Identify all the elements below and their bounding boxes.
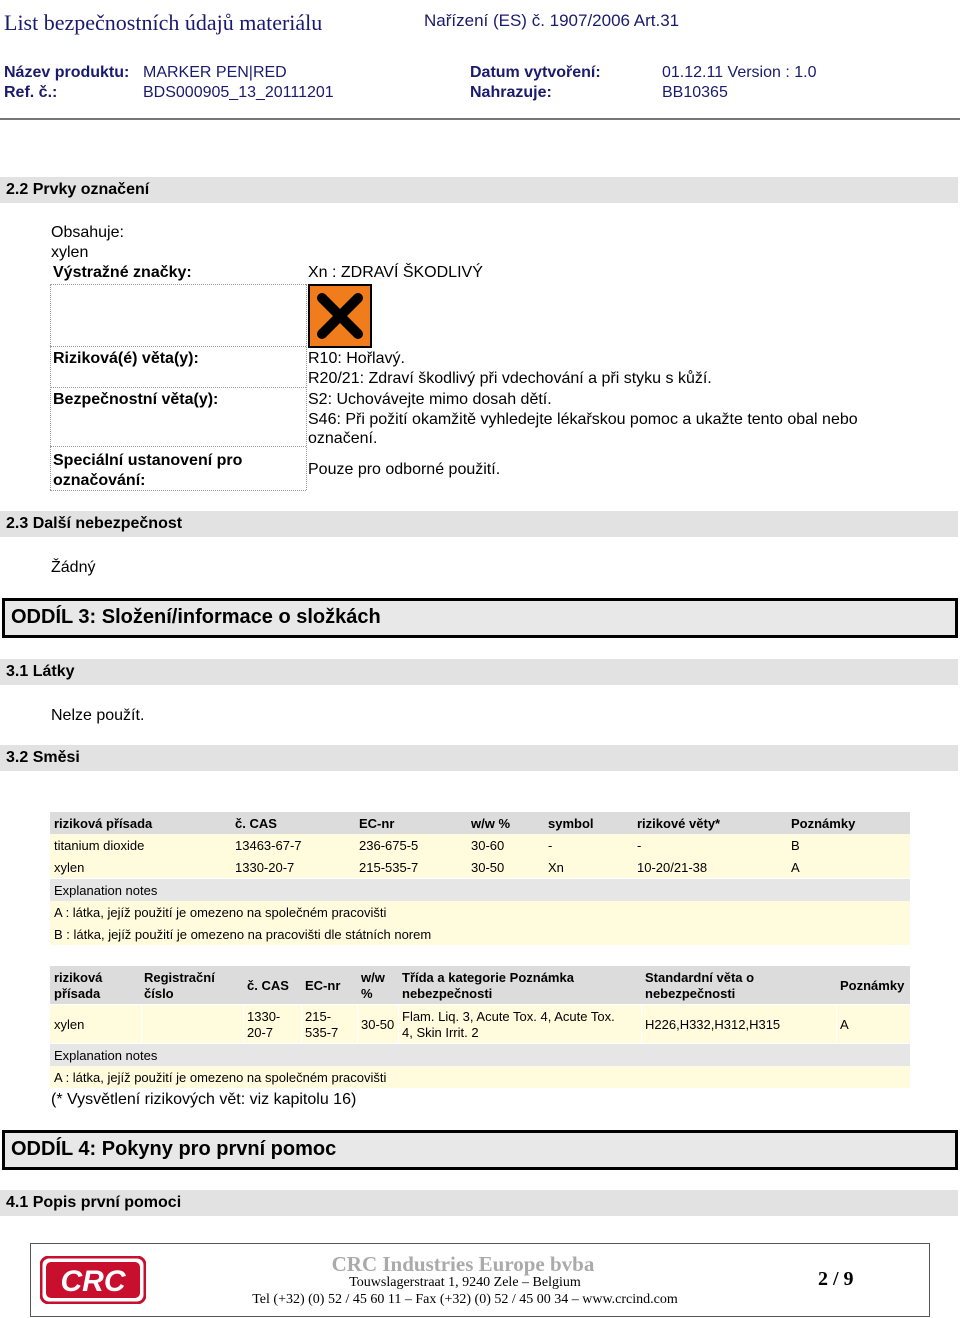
replaces-value: BB10365 <box>662 84 728 101</box>
table1-header-symbol: symbol <box>548 816 594 831</box>
table2-header-reg-cont: číslo <box>144 986 174 1001</box>
table1-note-b: B : látka, jejíž použití je omezeno na pracovišti dle státních norem <box>54 927 432 942</box>
table2-cell-notes: A <box>840 1017 849 1032</box>
table2-header-class: Třída a kategorie Poznámka <box>402 970 574 985</box>
table1-header-ww: w/w % <box>471 816 511 831</box>
section-heading-2-2: 2.2 Prvky označení <box>6 181 150 198</box>
frame-line <box>50 490 306 491</box>
frame-line <box>50 446 306 447</box>
cell-divider <box>836 1005 837 1043</box>
section-heading-3-1: 3.1 Látky <box>6 663 75 680</box>
header-divider <box>0 118 960 120</box>
table2-header-std: Standardní věta o <box>645 970 755 985</box>
crc-logo-text: CRC <box>60 1265 126 1298</box>
table2-header-notes: Poznámky <box>840 978 905 993</box>
cell-divider <box>357 1005 358 1043</box>
ref-label: Ref. č.: <box>4 84 58 101</box>
table2-header-ww-cont: % <box>361 986 373 1001</box>
table2-cell-ww: 30-50 <box>361 1017 395 1032</box>
cell-divider <box>641 1005 642 1043</box>
table1-header-notes: Poznámky <box>791 816 856 831</box>
table1-cell: 236-675-5 <box>359 838 419 853</box>
product-name-value: MARKER PEN|RED <box>143 64 287 81</box>
page-number: 2 / 9 <box>818 1268 854 1290</box>
frame-line <box>50 284 306 285</box>
section-4-header <box>2 1130 958 1170</box>
regulation-reference: Nařízení (ES) č. 1907/2006 Art.31 <box>424 11 680 30</box>
table2-cell-substance: xylen <box>54 1017 85 1032</box>
table1-note-a: A : látka, jejíž použití je omezeno na společném pracovišti <box>54 905 387 920</box>
table1-cell: - <box>548 838 553 853</box>
section-3-title: ODDÍL 3: Složení/informace o složkách <box>11 606 381 628</box>
ref-value: BDS000905_13_20111201 <box>143 84 334 101</box>
section-heading-2-3: 2.3 Další nebezpečnost <box>6 515 183 532</box>
table2-header-cas: č. CAS <box>247 978 289 993</box>
table1-header-substance: riziková přísada <box>54 816 153 831</box>
frame-line <box>50 387 306 388</box>
footer-contact: Tel (+32) (0) 52 / 45 60 11 – Fax (+32) (0) 52 / 45 00 34 – www.crcind.com <box>252 1292 678 1307</box>
table2-header-substance: riziková <box>54 970 103 985</box>
table2-header-substance-cont: přísada <box>54 986 101 1001</box>
table1-cell: B <box>791 838 800 853</box>
table2-header-class-cont: nebezpečnosti <box>402 986 493 1001</box>
table2-header-std-cont: nebezpečnosti <box>645 986 736 1001</box>
table2-header-ww: w/w <box>361 970 385 985</box>
table2-header-reg: Registrační <box>144 970 215 985</box>
cell-divider <box>243 1005 244 1043</box>
table1-cell: Xn <box>548 860 564 875</box>
table1-cell: 30-50 <box>471 860 505 875</box>
section-bar-3-1 <box>0 659 958 685</box>
frame-line <box>306 284 307 490</box>
table2-note-a: A : látka, jejíž použití je omezeno na společném pracovišti <box>54 1070 387 1085</box>
table1-cell: - <box>637 838 642 853</box>
table1-header-risk: rizikové věty* <box>637 816 721 831</box>
section-heading-3-2: 3.2 Směsi <box>6 749 80 766</box>
warning-signs-label: Výstražné značky: <box>53 264 192 281</box>
table1-cell: xylen <box>54 860 85 875</box>
table1-cell: 10-20/21-38 <box>637 860 708 875</box>
table1-cell: 30-60 <box>471 838 505 853</box>
product-name-label: Název produktu: <box>4 64 130 81</box>
footer-address: Touwslagerstraat 1, 9240 Zele – Belgium <box>349 1275 581 1290</box>
risk-phrase-r10: R10: Hořlavý. <box>308 350 405 367</box>
harmful-x-icon <box>308 284 372 348</box>
table2-cell-std: H226,H332,H312,H315 <box>645 1017 781 1032</box>
section-heading-4-1: 4.1 Popis první pomoci <box>6 1194 182 1211</box>
table1-notes-header <box>50 879 910 901</box>
table1-notes-title: Explanation notes <box>54 883 158 898</box>
risk-phrases-label: Riziková(é) věta(y): <box>53 350 199 367</box>
risk-phrases-footnote: (* Vysvětlení rizikových vět: viz kapitolu 16) <box>51 1091 357 1108</box>
substances-value: Nelze použít. <box>51 707 145 724</box>
table2-cell-ec: 215- <box>305 1009 332 1024</box>
cell-divider <box>141 1005 142 1043</box>
table1-header-cas: č. CAS <box>235 816 277 831</box>
footer-company-name: CRC Industries Europe bvba <box>331 1252 595 1276</box>
safety-phrase-s2: S2: Uchovávejte mimo dosah dětí. <box>308 391 552 408</box>
created-value: 01.12.11 Version : 1.0 <box>662 64 817 81</box>
table1-cell: 13463-67-7 <box>235 838 302 853</box>
created-label: Datum vytvoření: <box>470 64 601 81</box>
safety-phrases-label: Bezpečnostní věta(y): <box>53 391 219 408</box>
special-provisions-label-cont: označování: <box>53 472 146 489</box>
section-3-header <box>2 598 958 638</box>
table1-cell: 1330-20-7 <box>235 860 295 875</box>
section-bar-2-2 <box>0 177 958 203</box>
cell-divider <box>398 1005 399 1043</box>
special-provisions-value: Pouze pro odborné použití. <box>308 461 501 478</box>
table2-cell-cas-cont: 20-7 <box>247 1025 274 1040</box>
warning-signs-value: Xn : ZDRAVÍ ŠKODLIVÝ <box>308 264 483 281</box>
table1-cell: 215-535-7 <box>359 860 419 875</box>
special-provisions-label: Speciální ustanovení pro <box>53 452 243 469</box>
section-bar-3-2 <box>0 745 958 771</box>
cell-divider <box>301 1005 302 1043</box>
table2-cell-class-cont: 4, Skin Irrit. 2 <box>402 1025 479 1040</box>
replaces-label: Nahrazuje: <box>470 84 552 101</box>
section-4-title: ODDÍL 4: Pokyny pro první pomoc <box>11 1138 337 1160</box>
safety-phrase-s46: S46: Při požití okamžitě vyhledejte lékařskou pomoc a ukažte tento obal nebo <box>308 411 858 428</box>
table2-cell-class: Flam. Liq. 3, Acute Tox. 4, Acute Tox. <box>402 1009 615 1024</box>
table1-cell: titanium dioxide <box>54 838 145 853</box>
risk-phrase-r20-21: R20/21: Zdraví škodlivý při vdechování a při styku s kůží. <box>308 370 712 387</box>
safety-phrase-s46-cont: označení. <box>308 430 378 447</box>
section-bar-2-3 <box>0 511 958 537</box>
table1-cell: A <box>791 860 800 875</box>
other-hazards-value: Žádný <box>51 559 96 576</box>
section-bar-4-1 <box>0 1190 958 1216</box>
table2-header-ec: EC-nr <box>305 978 341 993</box>
table2-cell-ec-cont: 535-7 <box>305 1025 339 1040</box>
document-title: List bezpečnostních údajů materiálu <box>4 10 323 35</box>
table2-cell-cas: 1330- <box>247 1009 281 1024</box>
contains-value: xylen <box>51 244 89 261</box>
table2-notes-title: Explanation notes <box>54 1048 158 1063</box>
contains-label: Obsahuje: <box>51 224 124 241</box>
frame-line <box>50 346 306 347</box>
table2-notes-header <box>50 1044 910 1066</box>
table1-header-ec: EC-nr <box>359 816 395 831</box>
